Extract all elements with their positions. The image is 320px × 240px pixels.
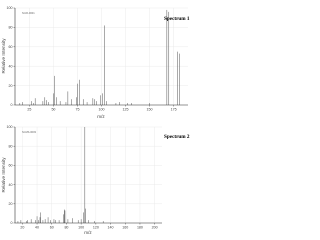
y-tick-label: 60 [8, 163, 13, 168]
y-tick-label: 20 [8, 202, 13, 206]
y-ticks [7, 125, 16, 225]
x-tick-label: 40 [35, 225, 40, 230]
spectrum-title: Spectrum 1 [164, 16, 190, 22]
y-tick-label: 0 [10, 103, 13, 108]
y-tick-label: 80 [8, 25, 13, 30]
x-tick-label: 125 [122, 107, 129, 112]
y-tick-label: 40 [8, 64, 13, 69]
peak-bars [20, 10, 180, 105]
x-tick-label: 80 [64, 225, 69, 230]
spectrum-panel-2 [1, 125, 190, 235]
spectrum-title: Spectrum 2 [164, 134, 190, 140]
y-tick-label: 80 [8, 144, 13, 149]
panel-id-label: NI-IR-0001 [22, 12, 35, 15]
x-tick-label: 25 [27, 107, 32, 112]
x-tick-label: 120 [92, 225, 99, 230]
peak-bars [18, 127, 103, 223]
x-tick-label: 20 [20, 225, 25, 230]
x-tick-label: 200 [151, 225, 158, 230]
x-tick-label: 50 [51, 107, 56, 112]
grid-lines [15, 8, 188, 105]
x-tick-label: 100 [78, 225, 85, 230]
y-axis-label: Relative Intensity [1, 38, 6, 74]
y-tick-label: 60 [8, 45, 13, 49]
grid-lines [15, 127, 162, 223]
y-ticks [7, 6, 16, 107]
y-tick-label: 20 [8, 83, 13, 88]
y-tick-label: 40 [8, 182, 13, 187]
x-ticks [20, 223, 157, 230]
x-tick-label: 150 [146, 107, 153, 112]
x-axis-label: m/z [84, 230, 92, 235]
x-axis-label: m/z [97, 114, 105, 119]
x-ticks [27, 105, 176, 112]
y-axis-label: Relative Intensity [1, 157, 6, 193]
x-tick-label: 100 [98, 107, 105, 112]
y-tick-label: 0 [10, 221, 13, 226]
x-tick-label: 175 [170, 107, 177, 112]
y-tick-label: 100 [6, 125, 13, 130]
x-tick-label: 140 [107, 225, 114, 230]
y-tick-label: 100 [6, 6, 13, 11]
x-tick-label: 60 [49, 225, 54, 230]
spectrum-panel-1 [1, 6, 190, 119]
x-tick-label: 75 [75, 107, 80, 112]
x-tick-label: 160 [122, 225, 129, 230]
x-tick-label: 180 [136, 225, 143, 230]
panel-id-label: NI-MS-0003 [22, 131, 36, 134]
